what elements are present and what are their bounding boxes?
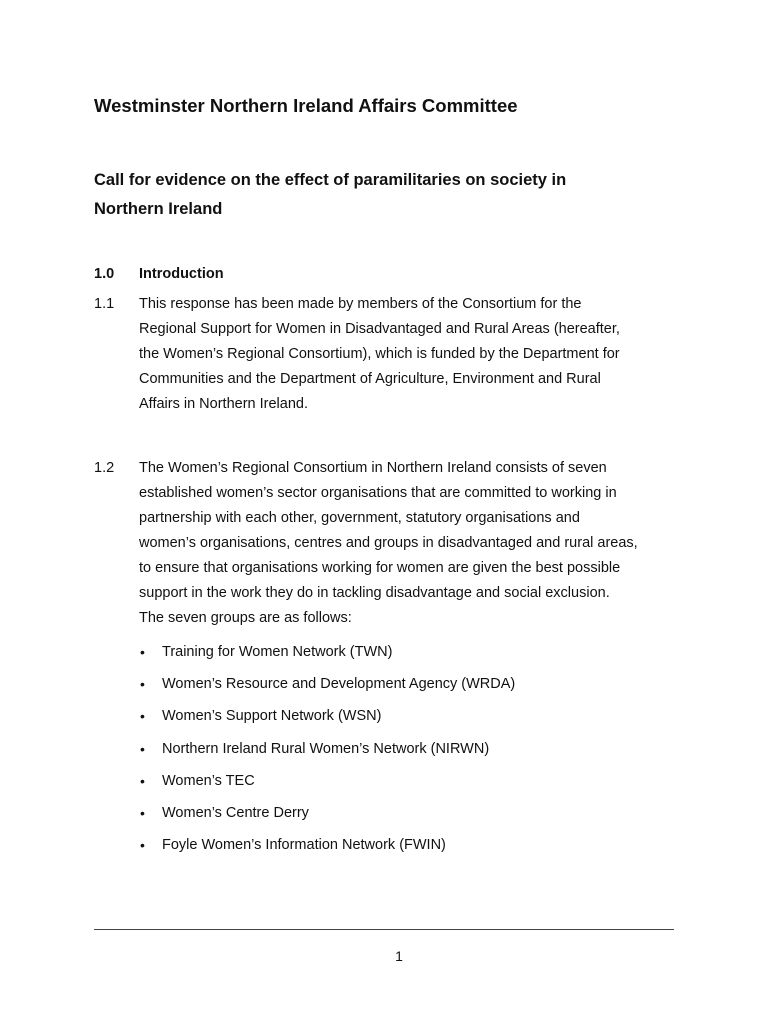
list-item-text: Foyle Women’s Information Network (FWIN) (162, 837, 446, 854)
subtitle-line: Call for evidence on the effect of paramilitaries on society in (94, 171, 567, 189)
paragraph-line: established women’s sector organisations that are committed to working in (139, 485, 617, 501)
list-item (139, 801, 515, 833)
paragraph-line: Communities and the Department of Agriculture, Environment and Rural (139, 371, 601, 387)
paragraph-line: The Women’s Regional Consortium in Northern Ireland consists of seven (139, 460, 607, 476)
page-number (0, 946, 770, 966)
bullet-icon: • (140, 804, 145, 821)
bullet-icon: • (140, 708, 145, 725)
list-item (139, 833, 515, 865)
paragraph-line: women’s organisations, centres and groups in disadvantaged and rural areas, (139, 535, 638, 551)
list-item-text: Northern Ireland Rural Women’s Network (NIRWN) (162, 740, 490, 757)
paragraph-line: This response has been made by members of the Consortium for the (139, 296, 582, 312)
paragraph-number: 1.1 (94, 296, 115, 312)
section-number: 1.0 (94, 266, 115, 282)
list-item-text: Women’s Support Network (WSN) (162, 708, 382, 725)
document-subtitle (94, 166, 694, 224)
list-item (139, 769, 515, 801)
paragraph-body (139, 456, 684, 631)
list-item-text: Women’s Resource and Development Agency (WRDA) (162, 676, 516, 693)
section-title: Introduction (139, 266, 224, 282)
bullet-icon: • (140, 772, 145, 789)
list-item (139, 640, 515, 672)
paragraph-line: Affairs in Northern Ireland. (139, 396, 308, 412)
list-item (139, 704, 515, 736)
paragraph-line: Regional Support for Women in Disadvantaged and Rural Areas (hereafter, (139, 321, 620, 337)
paragraph-line: support in the work they do in tackling disadvantage and social exclusion. (139, 585, 610, 601)
bullet-icon: • (140, 740, 145, 757)
paragraph-line: The seven groups are as follows: (139, 610, 352, 626)
bullet-icon: • (140, 676, 145, 693)
footer-divider (94, 929, 674, 930)
bullet-icon: • (140, 644, 145, 660)
page-number-text: 1 (395, 948, 403, 964)
bullet-icon: • (140, 837, 145, 854)
paragraph-number: 1.2 (94, 460, 115, 476)
list-item-text: Training for Women Network (TWN) (162, 644, 393, 660)
list-item (139, 737, 515, 769)
paragraph-body (139, 292, 684, 417)
document-title: Westminster Northern Ireland Affairs Committee (94, 95, 518, 116)
subtitle-line: Northern Ireland (94, 200, 223, 218)
list-item-text: Women’s TEC (162, 772, 255, 789)
paragraph-line: to ensure that organisations working for women are given the best possible (139, 560, 621, 576)
paragraph-line: the Women’s Regional Consortium), which is funded by the Department for (139, 346, 620, 362)
list-item-text: Women’s Centre Derry (162, 804, 309, 821)
list-item (139, 672, 515, 704)
groups-list (139, 640, 515, 865)
paragraph-line: partnership with each other, government, statutory organisations and (139, 510, 580, 526)
